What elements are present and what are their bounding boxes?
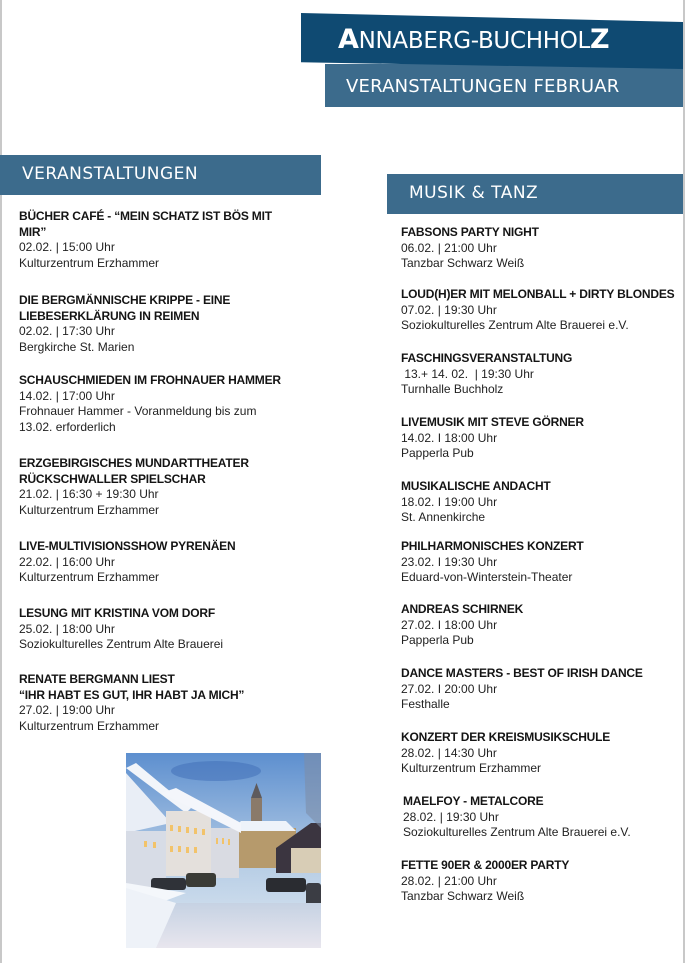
event-item xyxy=(19,373,309,435)
section-heading-musik-tanz: MUSIK & TANZ xyxy=(387,174,683,214)
event-title: ANDREAS SCHIRNEK xyxy=(401,602,524,616)
event-venue: Festhalle xyxy=(401,697,450,712)
event-venue: Turnhalle Buchholz xyxy=(401,382,504,397)
title-final: Z xyxy=(590,24,610,55)
event-venue: Kulturzentrum Erzhammer xyxy=(19,255,160,270)
event-title: LOUD(H)ER MIT MELONBALL + DIRTY BLONDES xyxy=(401,287,675,301)
event-title: RENATE BERGMANN LIEST xyxy=(19,672,175,686)
section-heading-veranstaltungen: VERANSTALTUNGEN xyxy=(0,155,321,195)
event-venue: Tanzbar Schwarz Weiß xyxy=(401,256,525,271)
event-title: FASCHINGSVERANSTALTUNG xyxy=(401,351,573,365)
event-item xyxy=(401,287,683,334)
page-subtitle: VERANSTALTUNGEN FEBRUAR xyxy=(346,76,620,97)
event-item xyxy=(401,479,683,526)
event-item xyxy=(19,456,309,518)
event-title-cont: “IHR HABT ES GUT, IHR HABT JA MICH” xyxy=(19,687,245,702)
event-title: ERZGEBIRGISCHES MUNDARTTHEATER xyxy=(19,456,249,470)
event-date: 21.02. | 16:30 + 19:30 Uhr xyxy=(19,487,159,502)
event-venue: Kulturzentrum Erzhammer xyxy=(19,502,160,517)
event-title: DANCE MASTERS - BEST OF IRISH DANCE xyxy=(401,666,643,680)
event-item xyxy=(19,293,309,355)
event-title: MUSIKALISCHE ANDACHT xyxy=(401,479,551,493)
event-date: 06.02. | 21:00 Uhr xyxy=(401,240,497,255)
event-venue: Soziokulturelles Zentrum Alte Brauerei e.V. xyxy=(403,825,631,840)
winter-street-photo xyxy=(126,753,321,948)
event-title: SCHAUSCHMIEDEN IM FROHNAUER HAMMER xyxy=(19,373,281,387)
event-venue: Tanzbar Schwarz Weiß xyxy=(401,889,525,904)
photo-illustration xyxy=(126,753,321,948)
event-title-cont: RÜCKSCHWALLER SPIELSCHAR xyxy=(19,471,206,486)
event-date: 25.02. | 18:00 Uhr xyxy=(19,621,115,636)
event-venue-cont: 13.02. erforderlich xyxy=(19,419,116,434)
title-initial: A xyxy=(338,24,359,55)
event-item xyxy=(403,794,685,841)
event-date: 14.02. I 18:00 Uhr xyxy=(401,430,498,445)
event-date: 22.02. | 16:00 Uhr xyxy=(19,554,115,569)
event-title: BÜCHER CAFÉ - “MEIN SCHATZ IST BÖS MIT xyxy=(19,209,272,223)
event-item xyxy=(401,351,683,398)
event-venue: Soziokulturelles Zentrum Alte Brauerei xyxy=(19,637,224,652)
event-item xyxy=(401,225,683,272)
event-venue: St. Annenkirche xyxy=(401,510,486,525)
event-title: KONZERT DER KREISMUSIKSCHULE xyxy=(401,730,611,744)
event-item xyxy=(19,209,309,271)
event-venue: Papperla Pub xyxy=(401,446,474,461)
event-item xyxy=(19,539,309,586)
event-venue: Bergkirche St. Marien xyxy=(19,339,135,354)
event-date: 28.02. | 21:00 Uhr xyxy=(401,873,497,888)
event-date: 02.02. | 15:00 Uhr xyxy=(19,240,115,255)
event-date: 13.+ 14. 02. | 19:30 Uhr xyxy=(401,366,534,381)
title-middle: NNABERG-BUCHHOL xyxy=(358,28,591,54)
event-item xyxy=(19,672,309,734)
event-date: 27.02. | 19:00 Uhr xyxy=(19,703,115,718)
event-title: FETTE 90ER & 2000ER PARTY xyxy=(401,858,570,872)
event-item xyxy=(401,602,683,649)
event-item xyxy=(401,539,683,586)
event-date: 18.02. I 19:00 Uhr xyxy=(401,494,498,509)
event-venue: Kulturzentrum Erzhammer xyxy=(401,761,542,776)
event-venue: Papperla Pub xyxy=(401,633,474,648)
event-date: 23.02. I 19:30 Uhr xyxy=(401,554,498,569)
event-item xyxy=(401,858,683,905)
event-title: LIVE-MULTIVISIONSSHOW PYRENÄEN xyxy=(19,539,236,553)
event-item xyxy=(19,606,309,653)
event-date: 02.02. | 17:30 Uhr xyxy=(19,324,115,339)
event-item xyxy=(401,730,683,777)
event-venue: Kulturzentrum Erzhammer xyxy=(19,718,160,733)
page-title xyxy=(338,24,668,55)
event-title-cont: LIEBESERKLÄRUNG IN REIMEN xyxy=(19,308,200,323)
event-title: LIVEMUSIK MIT STEVE GÖRNER xyxy=(401,415,584,429)
event-date: 27.02. I 18:00 Uhr xyxy=(401,617,498,632)
event-date: 27.02. I 20:00 Uhr xyxy=(401,681,498,696)
event-title: FABSONS PARTY NIGHT xyxy=(401,225,539,239)
event-item xyxy=(401,666,683,713)
event-date: 28.02. | 14:30 Uhr xyxy=(401,745,497,760)
event-title: MAELFOY - METALCORE xyxy=(403,794,544,808)
event-title-cont: MIR” xyxy=(19,224,47,239)
event-venue: Frohnauer Hammer - Voranmeldung bis zum xyxy=(19,404,257,419)
page-edge-left xyxy=(0,0,2,963)
event-venue: Kulturzentrum Erzhammer xyxy=(19,570,160,585)
event-title: PHILHARMONISCHES KONZERT xyxy=(401,539,584,553)
event-title: DIE BERGMÄNNISCHE KRIPPE - EINE xyxy=(19,293,231,307)
event-title: LESUNG MIT KRISTINA VOM DORF xyxy=(19,606,215,620)
event-item xyxy=(401,415,683,462)
event-date: 14.02. | 17:00 Uhr xyxy=(19,388,115,403)
event-date: 28.02. | 19:30 Uhr xyxy=(403,809,499,824)
event-venue: Soziokulturelles Zentrum Alte Brauerei e.V. xyxy=(401,318,629,333)
event-date: 07.02. | 19:30 Uhr xyxy=(401,302,497,317)
event-venue: Eduard-von-Winterstein-Theater xyxy=(401,570,573,585)
